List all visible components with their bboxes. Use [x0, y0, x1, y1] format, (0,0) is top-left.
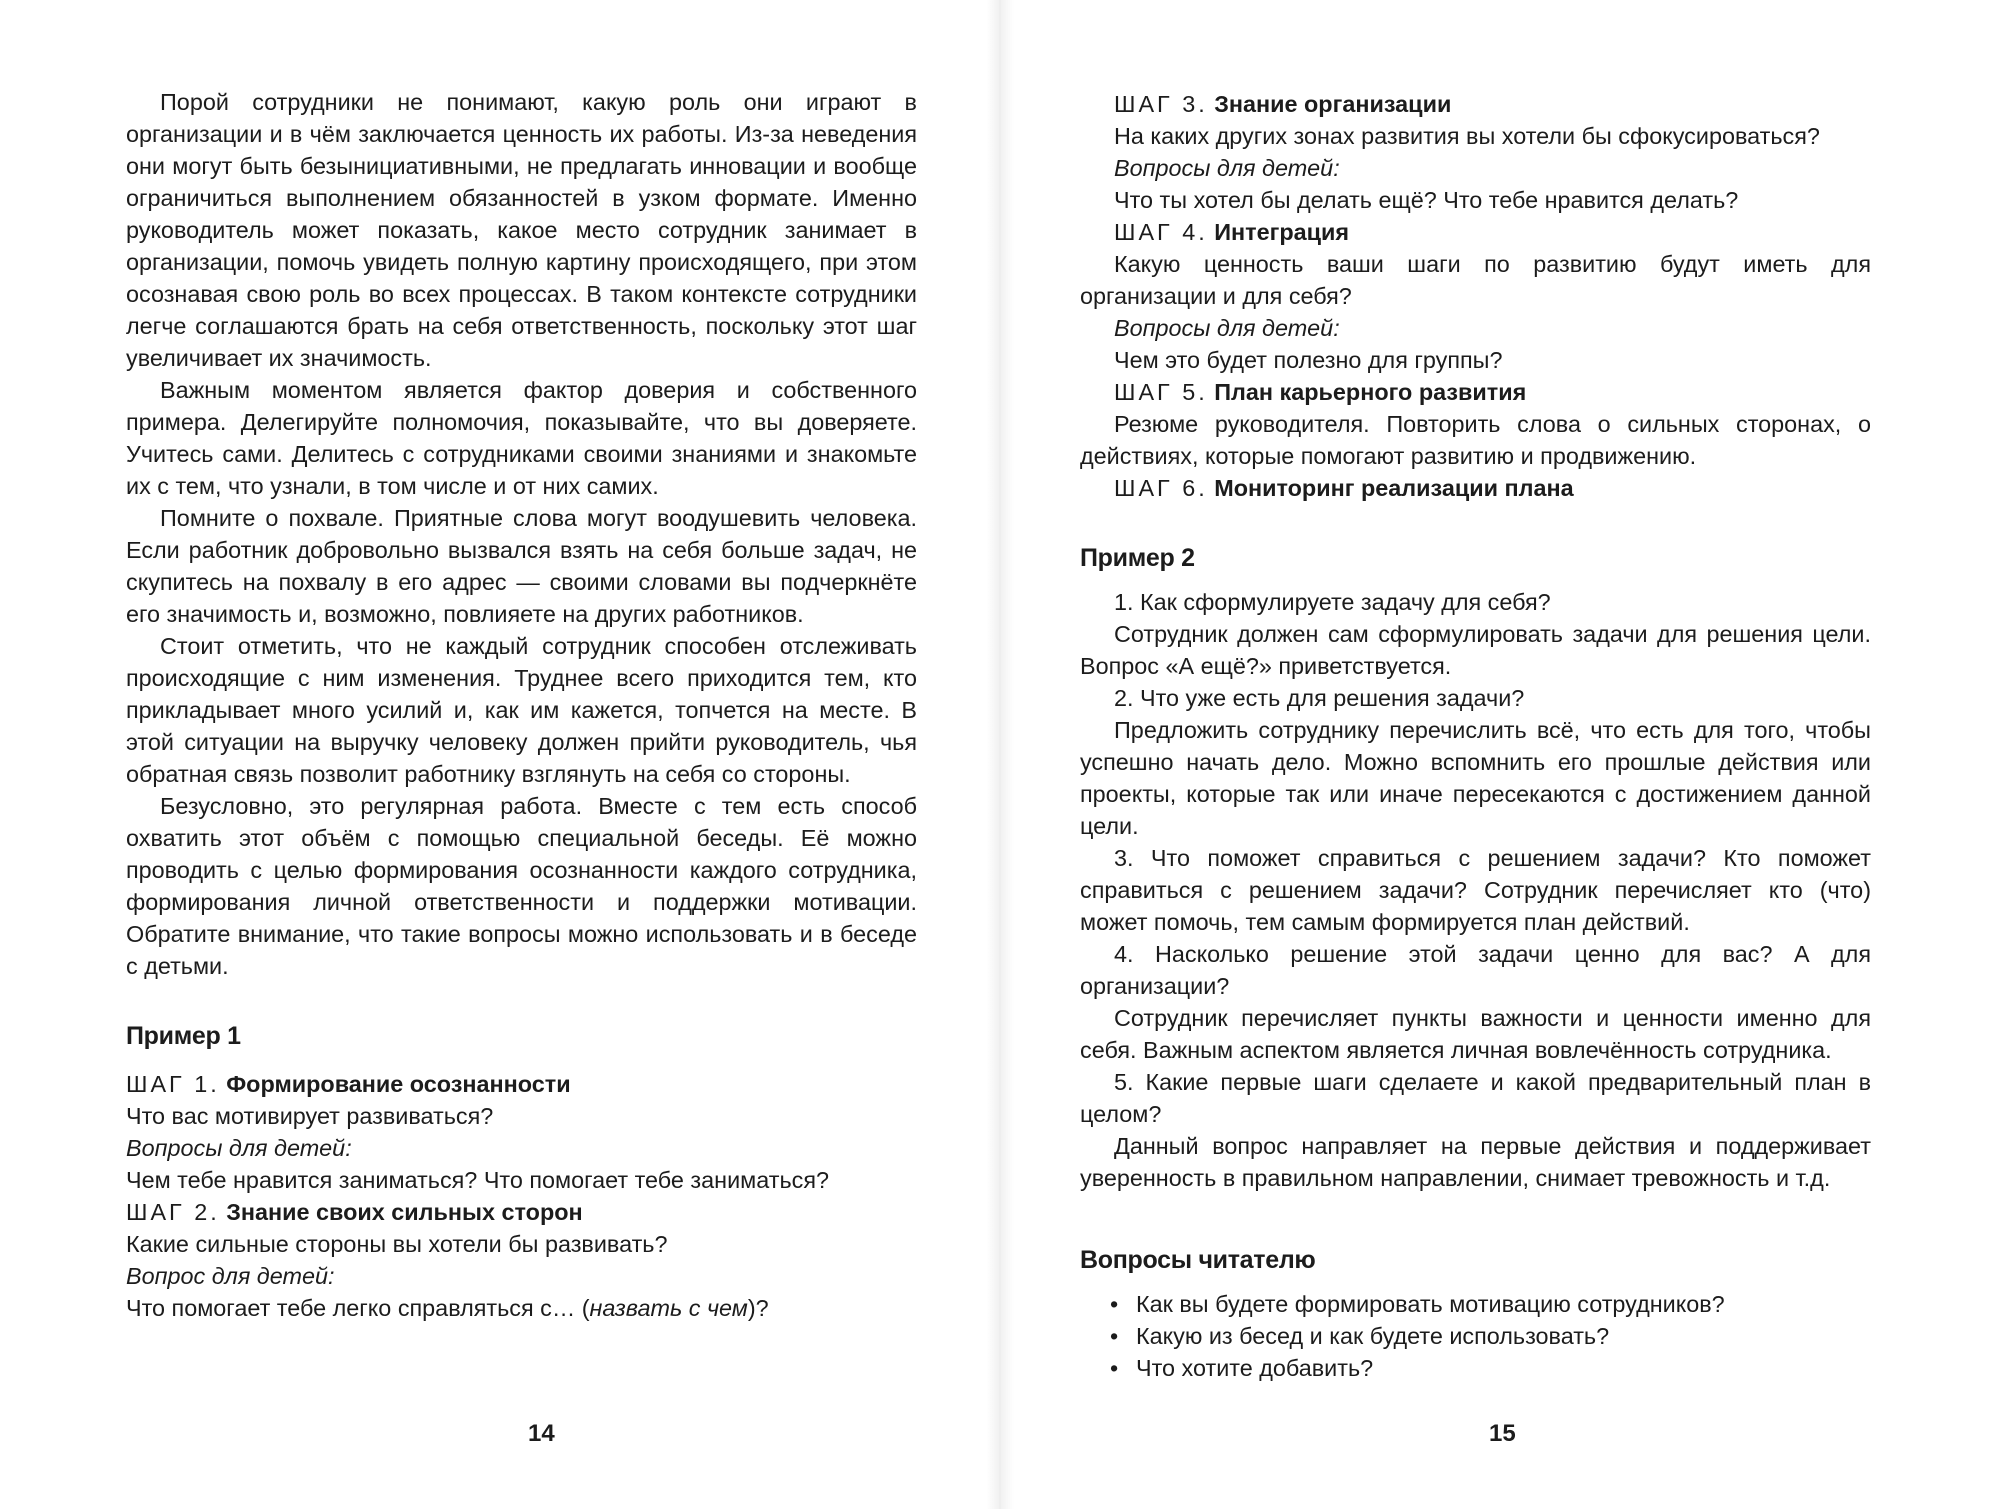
step-2	[126, 1196, 917, 1228]
step-5	[1080, 376, 1871, 408]
step-4	[1080, 216, 1871, 248]
example-item: 2. Что уже есть для решения задачи?	[1114, 685, 1525, 711]
kids-questions-label: Вопросы для детей:	[1114, 155, 1340, 181]
paragraph: Безусловно, это регулярная работа. Вместе с тем есть способ охватить этот объём с помощью специальной беседы. Её можно проводить с целью формирования осознанности каждого сотрудника, формирования личной ответственности и поддержки мотивации. Обратите внимание, что такие вопросы можно использовать и в беседе с детьми.	[126, 793, 917, 979]
step-question: Какие сильные стороны вы хотели бы развивать?	[126, 1231, 668, 1257]
page-number: 15	[1489, 1420, 1516, 1447]
right-page	[1000, 0, 2000, 1509]
kids-question-start: Что помогает тебе легко справляться с… (	[126, 1295, 590, 1321]
kids-question-label: Вопрос для детей:	[126, 1263, 335, 1289]
example-item: 4. Насколько решение этой задачи ценно для вас? А для организации?	[1080, 941, 1871, 999]
reader-questions-list	[1080, 1288, 1871, 1384]
right-page-text	[1080, 88, 1871, 1384]
list-item: • Какую из бесед и как будете использовать?	[1080, 1320, 1871, 1352]
paragraph: Порой сотрудники не понимают, какую роль они играют в организации и в чём заключается ценность их работы. Из-за неведения они могут быть безынициативными, не предлагать инновации и вообще ограничиться выполнением обязанностей в узком формате. Именно руководитель может показать, какое место сотрудник занимает в организации, помочь увидеть полную картину происходящего, при этом осознавая свою роль во всех процессах. В таком контексте сотрудники легче соглашаются брать на себя ответственность, поскольку этот шаг увеличивает их значимость.	[126, 89, 917, 371]
book-gutter	[986, 0, 1014, 1509]
step-text: Резюме руководителя. Повторить слова о сильных сторонах, о действиях, которые помогают развитию и продвижению.	[1080, 411, 1871, 469]
step-3	[1080, 88, 1871, 120]
step-title: Знание своих сильных сторон	[226, 1199, 583, 1225]
kids-question: Что ты хотел бы делать ещё? Что тебе нравится делать?	[1114, 187, 1739, 213]
example-item: 1. Как сформулируете задачу для себя?	[1114, 589, 1551, 615]
paragraph: Помните о похвале. Приятные слова могут воодушевить человека. Если работник добровольно вызвался взять на себя больше задач, не скупитесь на похвалу в его адрес — своими словами вы подчеркнёте его значимость и, возможно, повлияете на других работников.	[126, 505, 917, 627]
kids-questions-label: Вопросы для детей:	[1114, 315, 1340, 341]
example-1-heading: Пример 1	[126, 1022, 241, 1050]
kids-question-italic: назвать с чем	[589, 1295, 748, 1321]
kids-question	[126, 1292, 917, 1324]
step-title: Формирование осознанности	[226, 1071, 571, 1097]
step-1	[126, 1068, 917, 1100]
step-label: ШАГ 1.	[126, 1071, 220, 1097]
step-label: ШАГ 6.	[1114, 475, 1208, 501]
page-number: 14	[528, 1420, 555, 1447]
step-label: ШАГ 4.	[1114, 219, 1208, 245]
example-item: 5. Какие первые шаги сделаете и какой предварительный план в целом?	[1080, 1069, 1871, 1127]
paragraph: Стоит отметить, что не каждый сотрудник способен отслеживать происходящие с ним изменения. Труднее всего приходится тем, кто прикладывает много усилий и, как им кажется, топчется на месте. В этой ситуации на выручку человеку должен прийти руководитель, чья обратная связь позволит работнику взглянуть на себя со стороны.	[126, 633, 917, 787]
example-item: Сотрудник должен сам сформулировать задачи для решения цели. Вопрос «А ещё?» приветствуется.	[1080, 621, 1871, 679]
example-item: Предложить сотруднику перечислить всё, что есть для того, чтобы успешно начать дело. Можно вспомнить его прошлые действия или проекты, которые так или иначе пересекаются с достижением данной цели.	[1080, 717, 1871, 839]
example-item: 3. Что поможет справиться с решением задачи? Кто поможет справиться с решением задачи? Сотрудник перечисляет кто (что) может помочь, тем самым формируется план действий.	[1080, 845, 1871, 935]
kids-question: Чем это будет полезно для группы?	[1114, 347, 1503, 373]
example-item: Данный вопрос направляет на первые действия и поддерживает уверенность в правильном направлении, снимает тревожность и т.д.	[1080, 1133, 1871, 1191]
list-item: • Что хотите добавить?	[1080, 1352, 1871, 1384]
paragraph: Важным моментом является фактор доверия и собственного примера. Делегируйте полномочия, показывайте, что вы доверяете. Учитесь сами. Делитесь с сотрудниками своими знаниями и знакомьте их с тем, что узнали, в том числе и от них самих.	[126, 377, 917, 499]
step-question: Какую ценность ваши шаги по развитию будут иметь для организации и для себя?	[1080, 251, 1871, 309]
step-title: Знание организации	[1214, 91, 1452, 117]
step-label: ШАГ 5.	[1114, 379, 1208, 405]
step-title: Интеграция	[1214, 219, 1350, 245]
step-6	[1080, 472, 1871, 504]
step-label: ШАГ 2.	[126, 1199, 220, 1225]
list-item: • Как вы будете формировать мотивацию сотрудников?	[1080, 1288, 1871, 1320]
step-question: На каких других зонах развития вы хотели бы сфокусироваться?	[1114, 123, 1820, 149]
step-question: Что вас мотивирует развиваться?	[126, 1103, 494, 1129]
reader-questions-heading: Вопросы читателю	[1080, 1246, 1316, 1274]
step-title: План карьерного развития	[1214, 379, 1527, 405]
left-page-text	[126, 86, 917, 1324]
step-label: ШАГ 3.	[1114, 91, 1208, 117]
step-title: Мониторинг реализации плана	[1214, 475, 1574, 501]
kids-question-end: )?	[747, 1295, 769, 1321]
kids-question: Чем тебе нравится заниматься? Что помогает тебе заниматься?	[126, 1167, 829, 1193]
example-item: Сотрудник перечисляет пункты важности и ценности именно для себя. Важным аспектом является личная вовлечённость сотрудника.	[1080, 1005, 1871, 1063]
example-2-heading: Пример 2	[1080, 544, 1195, 572]
kids-questions-label: Вопросы для детей:	[126, 1135, 352, 1161]
